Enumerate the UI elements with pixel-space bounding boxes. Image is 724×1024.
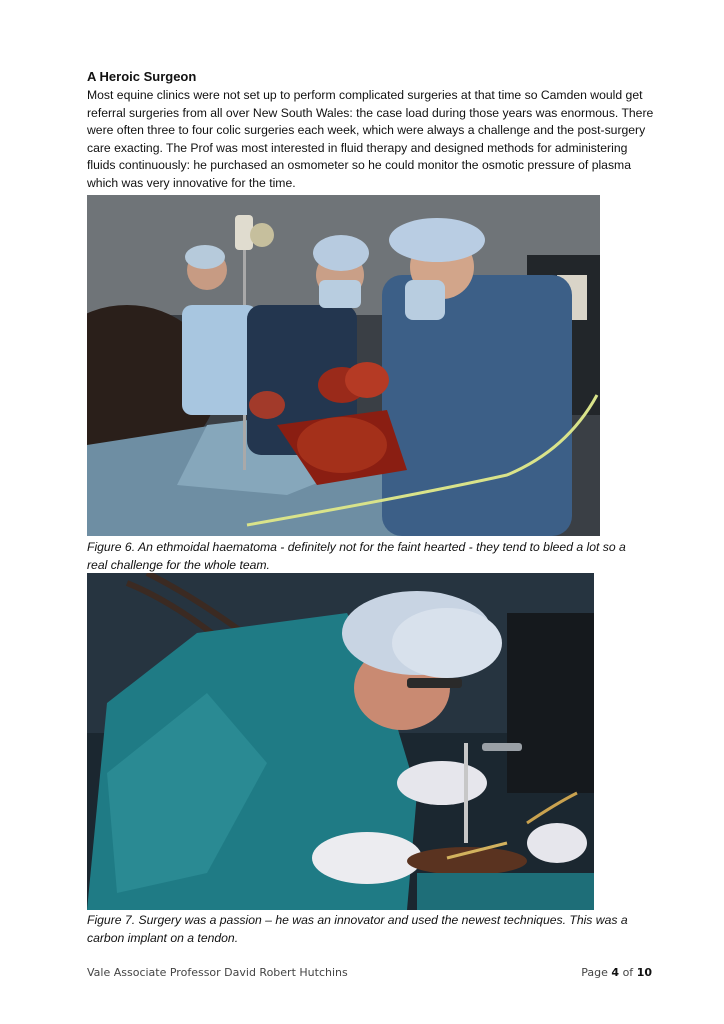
- figure-7-caption: Figure 7. Surgery was a passion – he was an innovator and used the newest techniques. This was a carbon implant on a tendon.: [87, 913, 628, 945]
- page-total: 10: [636, 966, 652, 979]
- section-heading: A Heroic Surgeon: [87, 69, 197, 84]
- page-label: Page: [581, 966, 608, 979]
- page-of: of: [622, 966, 634, 979]
- page-current: 4: [611, 966, 620, 979]
- figure-6-photo: [87, 195, 600, 536]
- footer-title: Vale Associate Professor David Robert Hutchins: [87, 966, 348, 979]
- section-paragraph: Most equine clinics were not set up to perform complicated surgeries at that time so Camden would get referral surgeries from all over New South Wales: the case load during those years was enormous. There were often three to four colic surgeries each week, which were always a challenge and the post-surgery care exacting. The Prof was most interested in fluid therapy and designed methods for administering fluids continuously: he purchased an osmometer so he could monitor the osmotic pressure of plasma which was very innovative for the time.: [87, 88, 654, 190]
- figure-6-caption: Figure 6. An ethmoidal haematoma - definitely not for the faint hearted - they tend to bleed a lot so a real challenge for the whole team.: [87, 540, 626, 572]
- figure-7-photo: [87, 573, 594, 910]
- page-number: [581, 966, 652, 979]
